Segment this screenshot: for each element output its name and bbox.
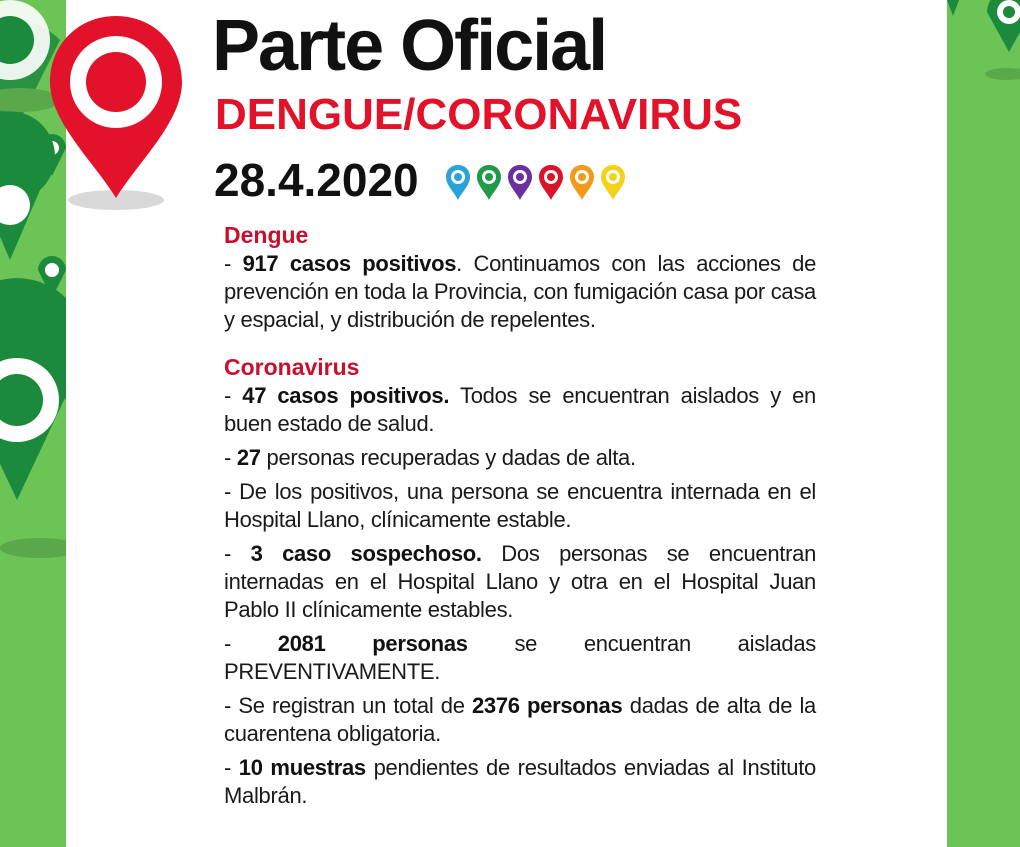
list-item xyxy=(224,382,816,438)
location-pin-icon xyxy=(508,165,532,200)
location-pin-icon xyxy=(477,165,501,200)
location-pin-icon xyxy=(601,165,625,200)
location-pin-icon xyxy=(539,165,563,200)
dengue-cases: 917 casos positivos xyxy=(242,251,457,276)
item-prefix: - xyxy=(224,631,278,656)
item-text: dadas de alta de la cuarentena obligatoria. xyxy=(224,693,816,746)
item-text: pendientes de resultados enviadas al Instituto Malbrán. xyxy=(224,755,816,808)
item-bold: 47 casos positivos. xyxy=(242,383,450,408)
item-text: De los positivos, una persona se encuentra internada en el Hospital Llano, clínicamente estable. xyxy=(224,479,816,532)
item-prefix: - xyxy=(224,755,239,780)
list-item xyxy=(224,540,816,624)
item-text: Dos personas se encuentran internadas en el Hospital Llano y otra en el Hospital Juan Pablo II clínicamente estables. xyxy=(224,541,817,622)
item-text: Todos se encuentran aislados y en buen estado de salud. xyxy=(224,383,816,436)
item-bold: 3 caso sospechoso. xyxy=(250,541,482,566)
item-prefix: - xyxy=(224,479,240,504)
item-prefix: - Se registran un total de xyxy=(224,693,472,718)
item-prefix: - xyxy=(224,383,243,408)
dengue-heading: Dengue xyxy=(224,222,309,248)
location-pin-icon xyxy=(446,165,470,200)
colored-pins-row xyxy=(443,163,633,203)
dengue-text: . Continuamos con las acciones de prevención en toda la Provincia, con fumigación casa por casa y espacial, y distribución de repelentes. xyxy=(224,251,817,332)
item-prefix: - xyxy=(224,445,237,470)
list-item xyxy=(224,754,816,810)
item-bold: 2081 personas xyxy=(277,631,468,656)
coronavirus-heading: Coronavirus xyxy=(224,354,360,380)
location-pin-icon xyxy=(46,12,186,212)
dengue-prefix: - xyxy=(224,251,243,276)
list-item xyxy=(224,692,816,748)
item-bold: 2376 personas xyxy=(471,693,623,718)
item-bold: 27 xyxy=(236,445,261,470)
list-item xyxy=(224,630,816,686)
item-text: se encuentran aisladas PREVENTIVAMENTE. xyxy=(224,631,816,684)
page-title: Parte Oficial xyxy=(212,6,607,86)
report-date: 28.4.2020 xyxy=(214,154,419,206)
page-subtitle: DENGUE/CORONAVIRUS xyxy=(215,90,743,139)
item-text: personas recuperadas y dadas de alta. xyxy=(260,445,636,470)
section-gap xyxy=(224,340,816,352)
location-pin-icon xyxy=(570,165,594,200)
item-bold: 10 muestras xyxy=(238,755,366,780)
background-pins-right xyxy=(947,0,1020,847)
list-item xyxy=(224,478,816,534)
list-item xyxy=(224,444,816,472)
right-decoration-strip xyxy=(947,0,1020,847)
item-prefix: - xyxy=(224,541,251,566)
report-body xyxy=(224,220,816,816)
dengue-paragraph xyxy=(224,250,816,334)
